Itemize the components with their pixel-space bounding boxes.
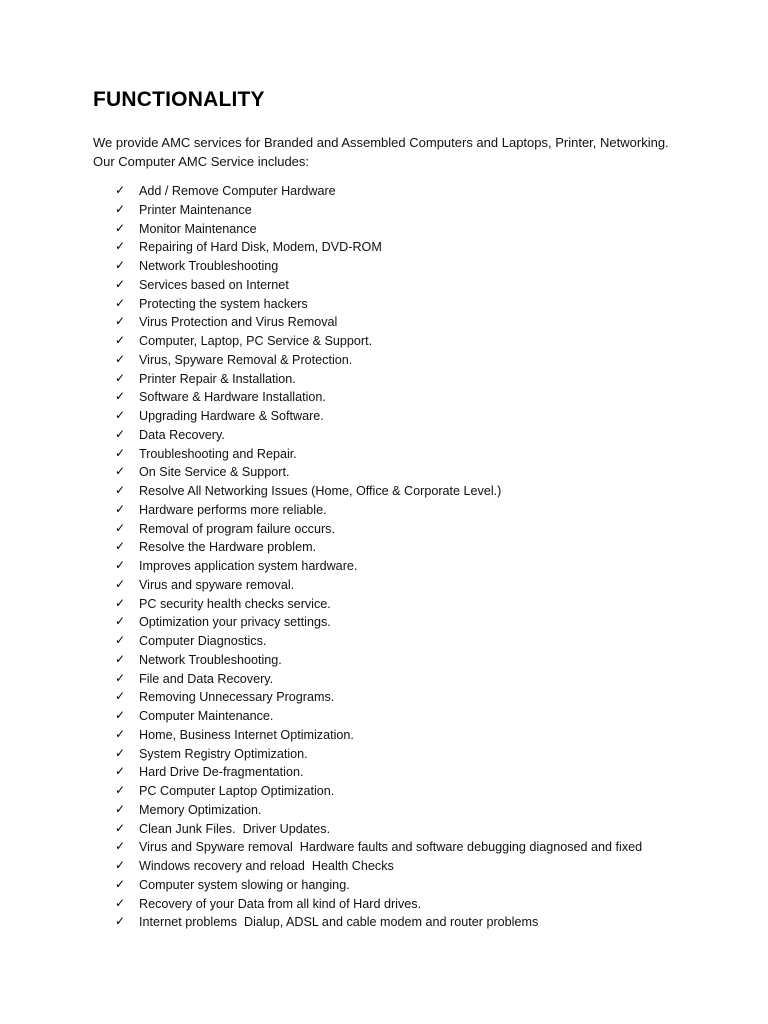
list-item-label: Protecting the system hackers — [139, 296, 308, 311]
list-item-label: Troubleshooting and Repair. — [139, 446, 297, 461]
list-item — [115, 876, 735, 895]
list-item — [115, 313, 735, 332]
list-item — [115, 726, 735, 745]
checkmark-icon: ✓ — [115, 295, 126, 310]
list-item — [115, 351, 735, 370]
checkmark-icon: ✓ — [115, 745, 126, 760]
checkmark-icon: ✓ — [115, 820, 126, 835]
list-item-label: Repairing of Hard Disk, Modem, DVD-ROM — [139, 240, 382, 255]
list-item-label: Services based on Internet — [139, 277, 289, 292]
list-item-label: Monitor Maintenance — [139, 221, 257, 236]
checkmark-icon: ✓ — [115, 670, 126, 685]
list-item — [115, 651, 735, 670]
checkmark-icon: ✓ — [115, 914, 126, 929]
list-item — [115, 220, 735, 239]
list-item-label: Printer Maintenance — [139, 202, 252, 217]
list-item-label: Computer system slowing or hanging. — [139, 877, 350, 892]
list-item — [115, 895, 735, 914]
checkmark-icon: ✓ — [115, 389, 126, 404]
list-item-label: On Site Service & Support. — [139, 465, 290, 480]
checkmark-icon: ✓ — [115, 408, 126, 422]
page-title: FUNCTIONALITY — [93, 88, 265, 111]
list-item — [115, 763, 735, 782]
list-item-label: Network Troubleshooting — [139, 259, 279, 273]
list-item-label: Virus and Spyware removal Hardware faults and software debugging diagnosed and fixed — [139, 840, 643, 855]
list-item — [115, 670, 735, 689]
list-item — [115, 257, 735, 276]
checkmark-icon: ✓ — [115, 633, 126, 647]
list-item-label: Recovery of your Data from all kind of Hard drives. — [139, 896, 422, 911]
checkmark-icon: ✓ — [115, 576, 126, 591]
checkmark-icon: ✓ — [115, 708, 126, 722]
list-item — [115, 688, 735, 707]
checkmark-icon: ✓ — [115, 483, 126, 497]
checkmark-icon: ✓ — [115, 689, 126, 704]
checkmark-icon: ✓ — [115, 539, 126, 554]
list-item-label: Optimization your privacy settings. — [139, 615, 331, 630]
list-item — [115, 332, 735, 351]
list-item-label: PC Computer Laptop Optimization. — [139, 784, 335, 798]
list-item-label: Virus, Spyware Removal & Protection. — [139, 352, 353, 367]
checkmark-icon: ✓ — [115, 445, 126, 460]
list-item-label: Software & Hardware Installation. — [139, 390, 326, 405]
checkmark-icon: ✓ — [115, 351, 126, 366]
checkmark-icon: ✓ — [115, 801, 126, 816]
list-item — [115, 238, 735, 257]
list-item-label: Computer, Laptop, PC Service & Support. — [139, 334, 373, 348]
checkmark-icon: ✓ — [115, 220, 126, 235]
list-item — [115, 820, 735, 839]
list-item — [115, 707, 735, 726]
list-item-label: Windows recovery and reload Health Checks — [139, 859, 394, 873]
list-item — [115, 201, 735, 220]
list-item — [115, 595, 735, 614]
checkmark-icon: ✓ — [115, 333, 126, 347]
list-item-label: Data Recovery. — [139, 427, 225, 442]
list-item — [115, 801, 735, 820]
checkmark-icon: ✓ — [115, 183, 126, 197]
list-item-label: Clean Junk Files. Driver Updates. — [139, 821, 331, 836]
list-item-label: Upgrading Hardware & Software. — [139, 409, 324, 423]
intro-line-1: We provide AMC services for Branded and Assembled Computers and Laptops, Printer, Networking. — [93, 135, 669, 150]
list-item-label: Removing Unnecessary Programs. — [139, 690, 335, 705]
list-item-label: Computer Diagnostics. — [139, 634, 267, 648]
list-item — [115, 276, 735, 295]
list-item-label: Improves application system hardware. — [139, 559, 358, 573]
checkmark-icon: ✓ — [115, 595, 126, 610]
list-item — [115, 370, 735, 389]
list-item — [115, 782, 735, 801]
checkmark-icon: ✓ — [115, 239, 126, 254]
list-item — [115, 745, 735, 764]
checkmark-icon: ✓ — [115, 614, 126, 629]
list-item-label: Hardware performs more reliable. — [139, 502, 327, 517]
checkmark-icon: ✓ — [115, 895, 126, 910]
checkmark-icon: ✓ — [115, 276, 126, 291]
list-item — [115, 520, 735, 539]
list-item — [115, 426, 735, 445]
checkmark-icon: ✓ — [115, 839, 126, 854]
checkmark-icon: ✓ — [115, 876, 126, 891]
list-item — [115, 482, 735, 501]
checkmark-icon: ✓ — [115, 426, 126, 441]
list-item-label: Home, Business Internet Optimization. — [139, 727, 354, 742]
list-item — [115, 182, 735, 201]
checkmark-icon: ✓ — [115, 783, 126, 797]
list-item — [115, 501, 735, 520]
list-item — [115, 445, 735, 464]
list-item — [115, 613, 735, 632]
list-item-label: Virus and spyware removal. — [139, 577, 295, 592]
list-item-label: Computer Maintenance. — [139, 709, 274, 723]
list-item-label: Internet problems Dialup, ADSL and cable modem and router problems — [139, 915, 539, 930]
checkmark-icon: ✓ — [115, 651, 126, 666]
checkmark-icon: ✓ — [115, 201, 126, 216]
list-item — [115, 295, 735, 314]
checkmark-icon: ✓ — [115, 520, 126, 535]
intro-line-2: Our Computer AMC Service includes: — [93, 154, 310, 169]
list-item-label: Resolve All Networking Issues (Home, Office & Corporate Level.) — [139, 484, 502, 498]
list-item-label: Resolve the Hardware problem. — [139, 540, 317, 555]
list-item-label: System Registry Optimization. — [139, 746, 308, 761]
list-item — [115, 388, 735, 407]
list-item — [115, 913, 735, 932]
checkmark-icon: ✓ — [115, 858, 126, 872]
service-checklist — [115, 182, 735, 932]
checkmark-icon: ✓ — [115, 258, 126, 272]
list-item — [115, 463, 735, 482]
list-item-label: File and Data Recovery. — [139, 671, 274, 686]
checkmark-icon: ✓ — [115, 558, 126, 572]
checkmark-icon: ✓ — [115, 764, 126, 779]
list-item — [115, 557, 735, 576]
list-item-label: Network Troubleshooting. — [139, 652, 282, 667]
list-item — [115, 857, 735, 876]
list-item — [115, 838, 735, 857]
list-item-label: Hard Drive De-fragmentation. — [139, 765, 304, 780]
list-item-label: Removal of program failure occurs. — [139, 521, 335, 536]
list-item — [115, 538, 735, 557]
checkmark-icon: ✓ — [115, 726, 126, 741]
list-item-label: PC security health checks service. — [139, 596, 331, 611]
checkmark-icon: ✓ — [115, 464, 126, 479]
checkmark-icon: ✓ — [115, 314, 126, 329]
list-item-label: Memory Optimization. — [139, 802, 262, 817]
list-item — [115, 407, 735, 426]
list-item — [115, 632, 735, 651]
checkmark-icon: ✓ — [115, 370, 126, 385]
list-item-label: Printer Repair & Installation. — [139, 371, 296, 386]
checkmark-icon: ✓ — [115, 501, 126, 516]
list-item — [115, 576, 735, 595]
list-item-label: Virus Protection and Virus Removal — [139, 315, 338, 330]
intro-paragraph — [93, 133, 713, 171]
list-item-label: Add / Remove Computer Hardware — [139, 184, 336, 198]
